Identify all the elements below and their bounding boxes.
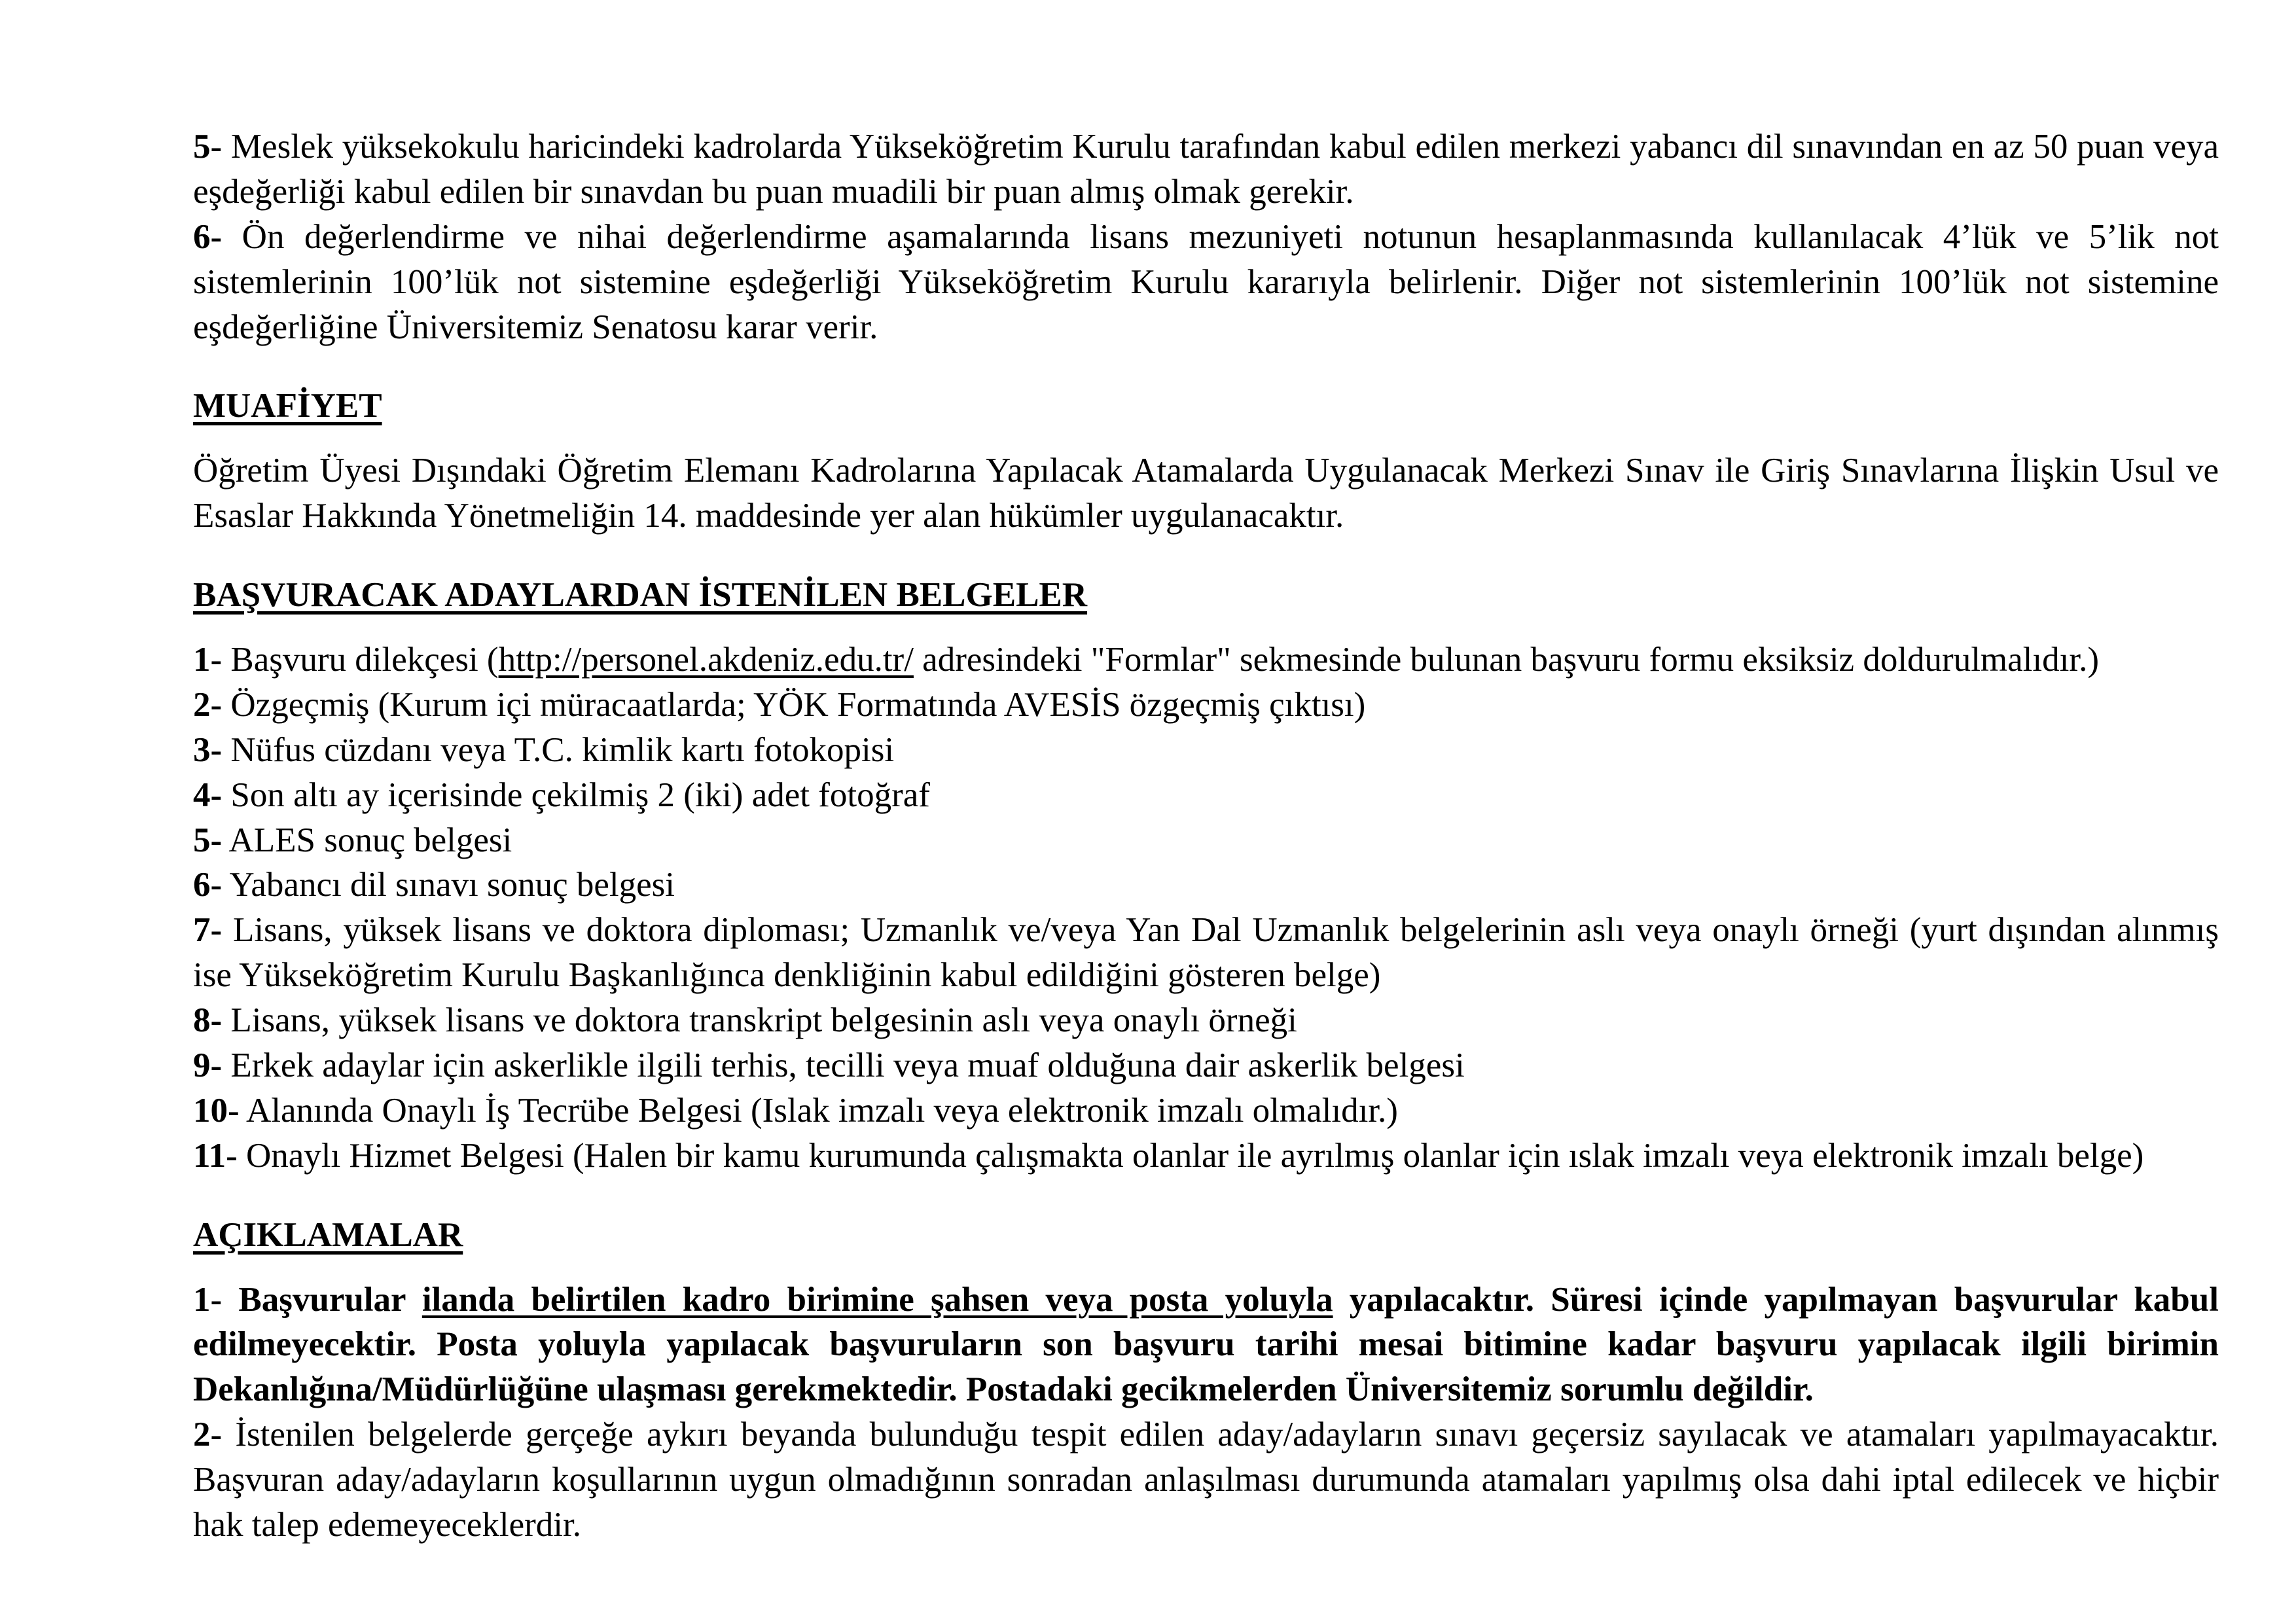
personel-portal-link[interactable]: http://personel.akdeniz.edu.tr/ [498,641,914,679]
item-number: 5- [193,821,223,859]
belge-item-2 [193,683,2219,728]
item-number: 1- [193,641,223,679]
paragraph-item-6 [193,215,2219,350]
item-text: Nüfus cüzdanı veya T.C. kimlik kartı fotokopisi [222,730,895,769]
section-heading-aciklamalar: AÇIKLAMALAR [193,1215,463,1254]
belge-item-6 [193,863,2219,908]
item-text: İstenilen belgelerde gerçeğe aykırı beyanda bulunduğu tespit edilen aday/adayların sınavı geçersiz sayılacak ve atamaları yapılmayacaktır. Başvuran aday/adayların koşullarının uygun olmadığının sonradan anlaşılması durumunda atamaları yapılmış olsa dahi iptal edilecek ve hiçbir hak talep edemeyeceklerdir. [193,1416,2219,1544]
spacer [193,1258,2219,1277]
emphasis-underlined-phrase: ilanda belirtilen kadro birimine şahsen veya posta yoluyla [422,1280,1333,1319]
item-text: Onaylı Hizmet Belgesi (Halen bir kamu kurumunda çalışmakta olanlar ile ayrılmış olanlar için ıslak imzalı veya elektronik imzalı belge) [237,1136,2144,1175]
section-belgeler-heading-wrap [193,573,2219,618]
belge-item-1 [193,637,2219,683]
item-number: 11- [193,1136,238,1175]
spacer [193,349,2219,383]
paragraph-item-5 [193,124,2219,215]
item-text: Ön değerlendirme ve nihai değerlendirme aşamalarında lisans mezuniyeti notunun hesaplanmasında kullanılacak 4’lük ve 5’lik not sistemlerinin 100’lük not sistemine eşdeğerliği Yükseköğretim Kurulu kararıyla belirlenir. Diğer not sistemlerinin 100’lük not sistemine eşdeğerliğine Üniversitemiz Senatosu karar verir. [193,217,2219,346]
item-text: Lisans, yüksek lisans ve doktora transkript belgesinin aslı veya onaylı örneği [222,1001,1297,1040]
item-number: 7- [193,911,223,950]
section-aciklamalar-heading-wrap [193,1213,2219,1258]
section-heading-muafiyet: MUAFİYET [193,387,382,425]
belge-item-5 [193,818,2219,863]
item-number: 1- [193,1280,223,1319]
item-number: 4- [193,776,223,814]
item-text-after-underline: yapılacaktır. Süresi içinde yapılmayan başvurular kabul edilmeyecektir. Posta yoluyla yapılacak başvuruların son başvuru tarihi mesai bitimine kadar başvuru yapılacak ilgili birimin Dekanlığına/Müdürlüğüne ulaşması gerekmektedir. Postadaki gecikmelerden Üniversitemiz sorumlu değildir. [193,1280,2219,1409]
spacer [193,539,2219,573]
belge-item-7 [193,908,2219,998]
item-number: 10- [193,1091,240,1130]
belge-item-11 [193,1133,2219,1179]
item-text: Yabancı dil sınavı sonuç belgesi [222,866,675,904]
item-text-after-link: adresindeki "Formlar" sekmesinde bulunan başvuru formu eksiksiz doldurulmalıdır.) [913,641,2099,679]
item-number: 6- [193,217,223,256]
document-body [193,124,2219,1548]
item-text: Son altı ay içerisinde çekilmiş 2 (iki) adet fotoğraf [222,776,930,814]
spacer [193,429,2219,448]
paragraph-muafiyet-body: Öğretim Üyesi Dışındaki Öğretim Elemanı Kadrolarına Yapılacak Atamalarda Uygulanacak Merkezi Sınav ile Giriş Sınavlarına İlişkin Usul ve Esaslar Hakkında Yönetmeliğin 14. maddesinde yer alan hükümler uygulanacaktır. [193,452,2219,535]
spacer [193,618,2219,637]
item-text: Lisans, yüksek lisans ve doktora diploması; Uzmanlık ve/veya Yan Dal Uzmanlık belgelerinin aslı veya onaylı örneği (yurt dışından alınmış ise Yükseköğretim Kurulu Başkanlığınca denkliğinin kabul edildiğini gösteren belge) [193,911,2219,995]
aciklama-item-2 [193,1412,2219,1548]
section-muafiyet-heading-wrap [193,383,2219,429]
item-text-before-link: Başvuru dilekçesi ( [222,641,499,679]
item-number: 5- [193,128,223,166]
item-number: 3- [193,730,223,769]
item-text: Erkek adaylar için askerlikle ilgili terhis, tecilli veya muaf olduğuna dair askerlik belgesi [222,1046,1465,1085]
belge-item-9 [193,1043,2219,1088]
item-number: 8- [193,1001,223,1040]
item-text-before-underline: Başvurular [222,1280,422,1319]
belge-item-10 [193,1088,2219,1133]
item-number: 2- [193,1416,223,1454]
item-text: Alanında Onaylı İş Tecrübe Belgesi (Islak imzalı veya elektronik imzalı olmalıdır.) [239,1091,1398,1130]
belge-item-4 [193,773,2219,818]
belge-item-8 [193,998,2219,1043]
aciklama-item-1 [193,1277,2219,1413]
section-heading-belgeler: BAŞVURACAK ADAYLARDAN İSTENİLEN BELGELER [193,576,1088,615]
item-text: Meslek yüksekokulu haricindeki kadrolarda Yükseköğretim Kurulu tarafından kabul edilen merkezi yabancı dil sınavından en az 50 puan veya eşdeğerliği kabul edilen bir sınavdan bu puan muadili bir puan almış olmak gerekir. [193,128,2219,211]
spacer [193,1179,2219,1213]
item-text: Özgeçmiş (Kurum içi müracaatlarda; YÖK Formatında AVESİS özgeçmiş çıktısı) [222,685,1366,724]
item-number: 9- [193,1046,223,1085]
item-number: 2- [193,685,223,724]
belge-item-3 [193,728,2219,773]
item-text: ALES sonuç belgesi [222,821,512,859]
item-number: 6- [193,866,223,904]
